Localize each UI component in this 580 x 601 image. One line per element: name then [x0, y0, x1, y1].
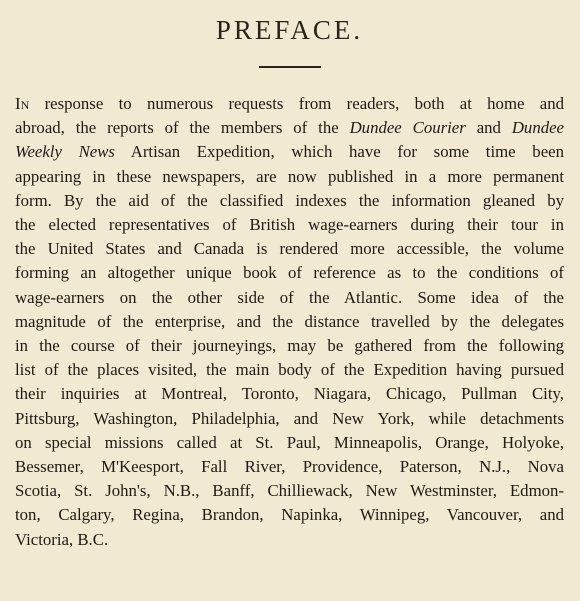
preface-paragraph: [15, 92, 564, 552]
line-text: and: [465, 118, 512, 138]
text-line: on special missions called at St. Paul, Minneapolis, Orange, Holyoke,: [15, 432, 564, 452]
newspaper-title: Dundee: [511, 118, 564, 138]
newspaper-title: Dundee Courier: [349, 118, 466, 138]
text-line: the elected representatives of British wage-earners during their tour in: [15, 215, 564, 235]
newspaper-title: Weekly News: [15, 142, 115, 162]
text-line: [15, 140, 564, 164]
title-divider: [259, 66, 321, 68]
text-line: list of the places visited, the main body of the Expedition having pursued: [15, 360, 564, 380]
line-text: Artisan Expedition, which have for some time been: [114, 142, 564, 162]
text-line: forming an altogether unique book of reference as to the conditions of: [15, 263, 564, 283]
text-line: Victoria, B.C.: [15, 529, 109, 549]
text-line: Scotia, St. John's, N.B., Banff, Chilliewack, New Westminster, Edmon-: [15, 481, 564, 501]
text-line: magnitude of the enterprise, and the distance travelled by the delegates: [15, 311, 564, 331]
text-line: ton, Calgary, Regina, Brandon, Napinka, Winnipeg, Vancouver, and: [15, 505, 564, 525]
line-text: abroad, the reports of the members of the: [15, 118, 350, 138]
text-line: Pittsburg, Washington, Philadelphia, and New York, while detachments: [15, 408, 564, 428]
text-line: Bessemer, M'Keesport, Fall River, Providence, Paterson, N.J., Nova: [15, 457, 564, 477]
drop-word: In: [15, 94, 30, 113]
text-line: form. By the aid of the classified indexes the information gleaned by: [15, 190, 564, 210]
text-line: [15, 116, 564, 140]
text-line: appearing in these newspapers, are now published in a more permanent: [15, 166, 564, 186]
text-line: wage-earners on the other side of the Atlantic. Some idea of the: [15, 287, 564, 307]
line-text: response to numerous requests from readers, both at home and: [29, 94, 564, 113]
text-line: [15, 92, 564, 116]
text-line: their inquiries at Montreal, Toronto, Niagara, Chicago, Pullman City,: [15, 384, 564, 404]
text-line: the United States and Canada is rendered more accessible, the volume: [15, 239, 564, 259]
text-line: in the course of their journeyings, may be gathered from the following: [15, 336, 564, 356]
page-title: PREFACE.: [215, 15, 364, 45]
